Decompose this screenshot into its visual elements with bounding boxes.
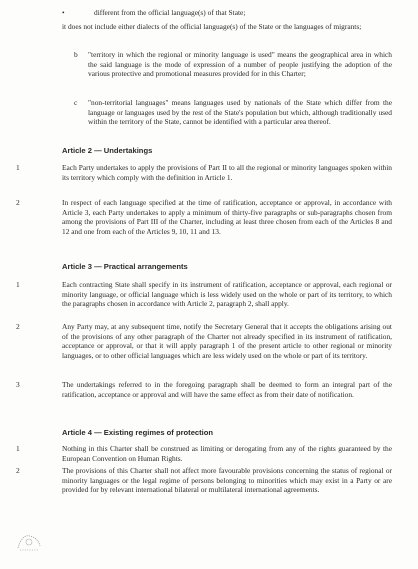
article-3-para-1-number: 1 [16, 280, 20, 289]
article-4-para-1: Nothing in this Charter shall be construed as limiting or derogating from any of the rights guaranteed by the European Convention on Human Rights. [62, 444, 392, 463]
article-4-heading: Article 4 — Existing regimes of protection [62, 428, 214, 437]
article-2-para-2: In respect of each language specified at the time of ratification, acceptance or approval, in accordance with Article 3, each Party undertakes to apply a minimum of thirty-five paragraphs or sub-paragraphs chosen from among the provisions of Part III of the Charter, including at least three chosen from each of the Articles 8 and 12 and one from each of the Articles 9, 10, 11 and 13. [62, 198, 392, 236]
article-3-para-2: Any Party may, at any subsequent time, notify the Secretary General that it accepts the obligations arising out of the provisions of any other paragraph of the Charter not already specified in its instrument of ratification, acceptance or approval, or that it will apply paragraph 1 of the present article to other regional or minority languages, or to other official languages which are less widely used on the whole or part of its territory. [62, 322, 392, 360]
def-c-text: "non-territorial languages" means languages used by nationals of the State which differ from the language or languages used by the rest of the State's population but which, although traditionally used within the territory of the State, cannot be identified with a particular area thereof. [88, 98, 392, 127]
article-3-heading: Article 3 — Practical arrangements [62, 262, 188, 271]
article-4-para-1-number: 1 [16, 444, 20, 453]
article-2-heading: Article 2 — Undertakings [62, 146, 153, 155]
article-4-para-2-number: 2 [16, 466, 20, 475]
article-3-para-3-number: 3 [16, 380, 20, 389]
article-3-para-2-number: 2 [16, 322, 20, 331]
article-4-para-2: The provisions of this Charter shall not affect more favourable provisions concerning the status of regional or minority languages or the legal regime of persons belonging to minorities which may exist in a Party or are provided for by relevant international bilateral or multilateral international agreements. [62, 466, 392, 495]
article-2-para-2-number: 2 [16, 198, 20, 207]
article-3-para-3: The undertakings referred to in the foregoing paragraph shall be deemed to form an integral part of the ratification, acceptance or approval and will have the same effect as from their date of notification. [62, 380, 392, 399]
def-b-text: "territory in which the regional or minority language is used" means the geographical area in which the said language is the mode of expression of a number of people justifying the adoption of the various protective and promotional measures provided for in this Charter; [88, 50, 392, 79]
article-2-para-1-number: 1 [16, 163, 20, 172]
def-c-letter: c [74, 98, 78, 107]
stamp-mark [14, 528, 44, 554]
bullet-a: • [62, 8, 65, 17]
article-2-para-1: Each Party undertakes to apply the provisions of Part II to all the regional or minority languages spoken within its territory which comply with the definition in Article 1. [62, 163, 392, 182]
def-b-letter: b [74, 50, 78, 59]
intro-continuation: it does not include either dialects of the official language(s) of the State or the languages of migrants; [62, 22, 362, 31]
bullet-a-text: different from the official language(s) of that State; [94, 8, 246, 17]
article-3-para-1: Each contracting State shall specify in its instrument of ratification, acceptance or approval, each regional or minority language, or official language which is less widely used on the whole or part of its territory, to which the paragraphs chosen in accordance with Article 2, paragraph 2, shall apply. [62, 280, 392, 309]
